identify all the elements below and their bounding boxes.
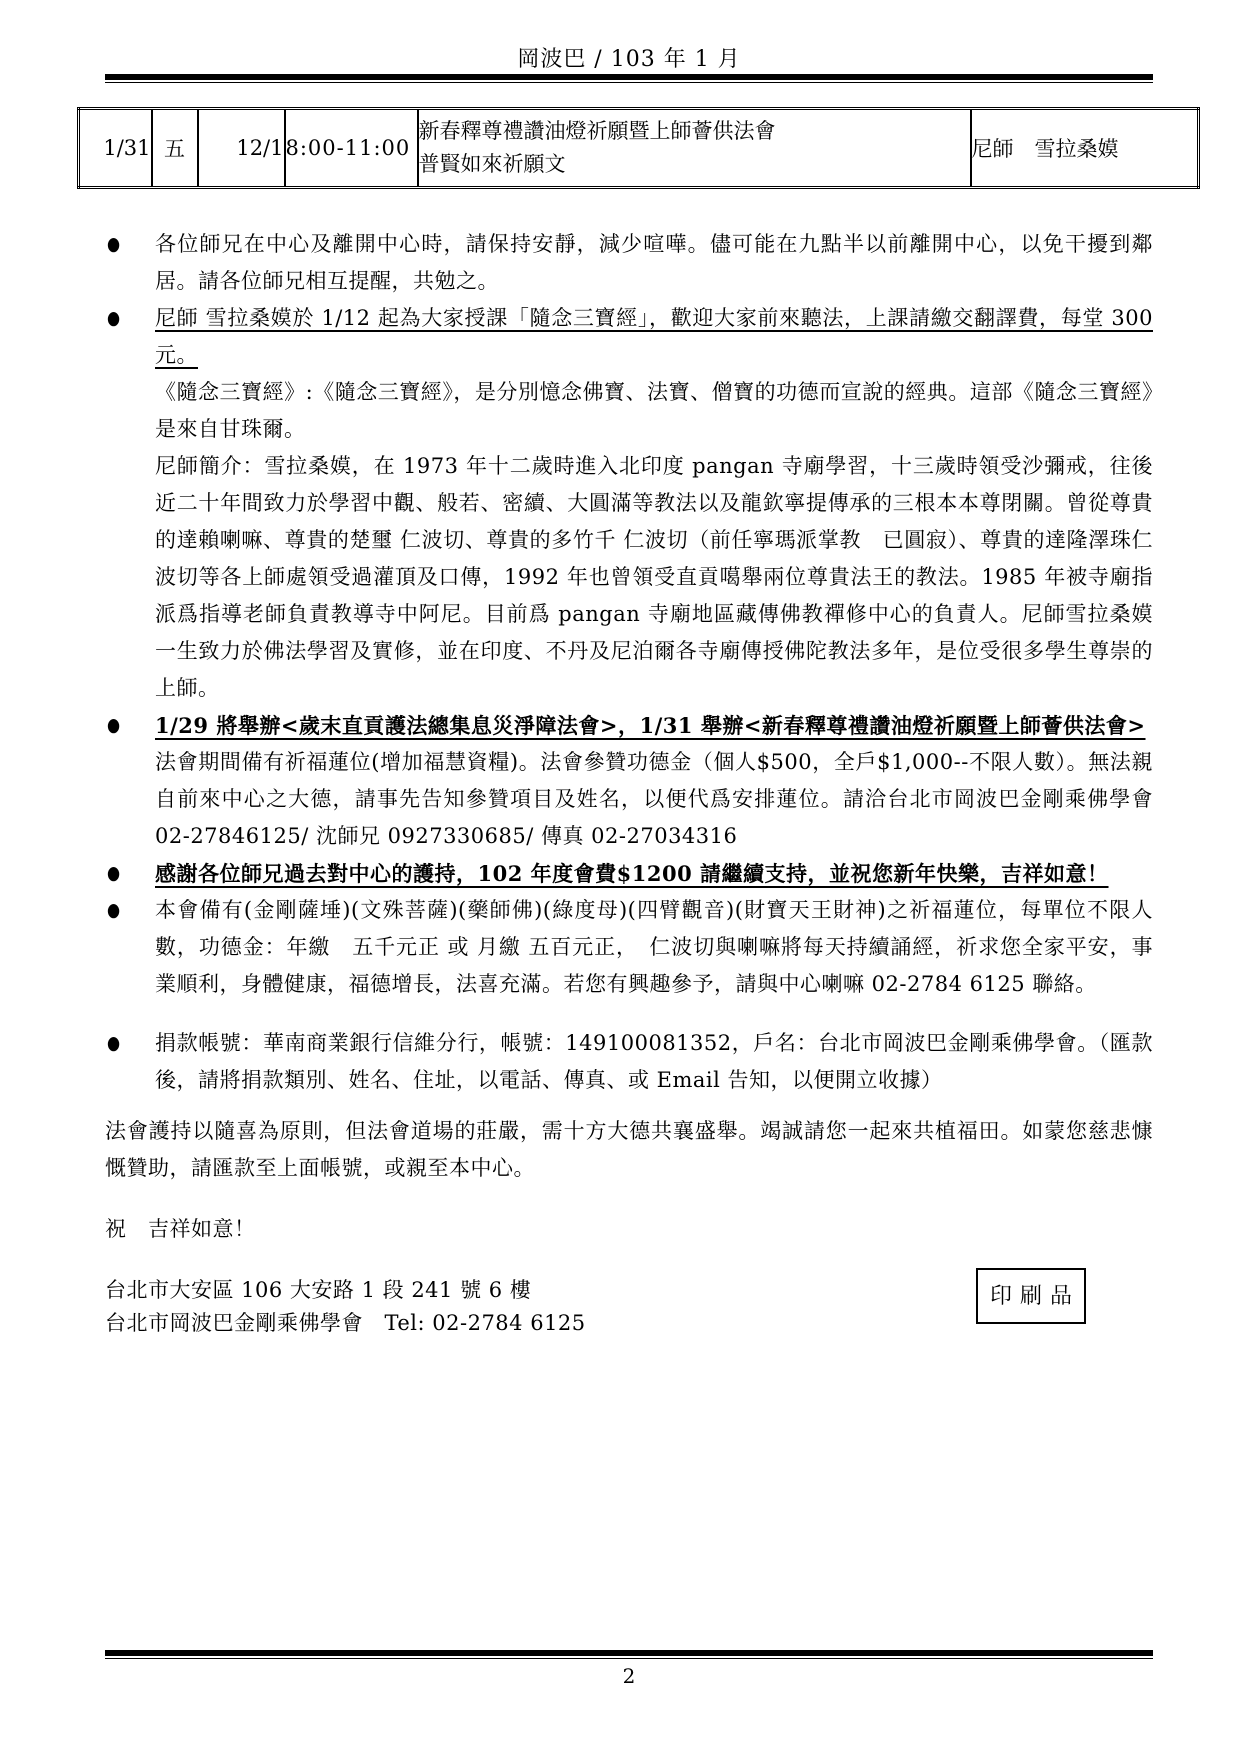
bullet-icon: ● — [107, 898, 121, 922]
notice-donation-account — [155, 1025, 1153, 1099]
address-line-2: 台北市岡波巴金剛乘佛學會 Tel: 02-2784 6125 — [105, 1311, 586, 1335]
notice-puja-body: 法會期間備有祈福蓮位(增加福慧資糧)。法會參贊功德金（個人$500，全戶$1,000--不限人數）。無法親自前來中心之大德，請事先告知參贊項目及姓名，以便代爲安排蓮位。請洽台北市岡波巴金剛乘佛學會 02-27846125/ 沈師兄 0927330685/ 傳真 02-27034316 — [155, 750, 1153, 848]
printed-matter-stamp: 印刷品 — [976, 1268, 1086, 1324]
list-item — [105, 226, 1153, 300]
cell-time: 8:00-11:00 — [285, 109, 418, 188]
notice-list — [105, 226, 1153, 1340]
notice-sutra-intro: 《隨念三寶經》:《隨念三寶經》，是分別憶念佛寶、法寶、僧寶的功德而宣說的經典。這部《隨念三寶經》是來自甘珠爾。 — [155, 380, 1153, 441]
list-item — [105, 707, 1153, 855]
notice-teaching-headline: 尼師 雪拉桑嫫於 1/12 起為大家授課「隨念三寶經」，歡迎大家前來聽法，上課請繳交翻譯費，每堂 300 元。 — [155, 306, 1153, 367]
header-rule — [105, 74, 1153, 83]
cell-event — [418, 109, 971, 188]
contact-block — [105, 1274, 1153, 1340]
list-item — [105, 300, 1153, 707]
page-footer — [105, 1650, 1153, 1688]
notice-donation-text: 捐款帳號：華南商業銀行信維分行，帳號：149100081352，戶名：台北市岡波巴金剛乘佛學會。（匯款後，請將捐款類別、姓名、住址，以電話、傳真、或 Email 告知，以便開立收據） — [155, 1031, 1153, 1092]
support-paragraph: 法會護持以隨喜為原則，但法會道場的莊嚴，需十方大德共襄盛舉。竭誠請您一起來共植福田。如蒙您慈悲慷慨贊助，請匯款至上面帳號，或親至本中心。 — [105, 1119, 1153, 1180]
notice-puja-headline: 1/29 將舉辦<歲末直貢護法總集息災淨障法會>，1/31 舉辦<新春釋尊禮讚油燈祈願暨上師薈供法會> — [155, 713, 1146, 738]
list-item — [105, 855, 1153, 892]
notice-puja — [155, 707, 1153, 855]
notice-quiet — [155, 226, 1153, 300]
address-line-1: 台北市大安區 106 大安路 1 段 241 號 6 樓 — [105, 1278, 532, 1302]
notice-membership — [155, 855, 1153, 892]
cell-lunar-date: 12/1 — [198, 109, 285, 188]
bullet-icon: ● — [107, 1031, 121, 1055]
event-line-1: 新春釋尊禮讚油燈祈願暨上師薈供法會 — [418, 119, 776, 143]
notice-nun-bio: 尼師簡介：雪拉桑嫫，在 1973 年十二歲時進入北印度 pangan 寺廟學習，十三歲時領受沙彌戒，往後近二十年間致力於學習中觀、般若、密續、大圓滿等教法以及龍欽寧提傳承的三根本本尊閉關。曾從尊貴的達賴喇嘛、尊貴的楚璽 仁波切、尊貴的多竹千 仁波切（前任寧瑪派掌教 已圓寂）、尊貴的達隆澤珠仁波切等各上師處領受過灌頂及口傳，1992 年也曾領受直貢噶舉兩位尊貴法王的教法。1985 年被寺廟指派爲指導老師負責教導寺中阿尼。目前爲 pangan 寺廟地區藏傳佛教禪修中心的負責人。尼師雪拉桑嫫一生致力於佛法學習及實修，並在印度、不丹及尼泊爾各寺廟傳授佛陀教法多年，是位受很多學生尊崇的上師。 — [155, 454, 1153, 700]
notice-text: 各位師兄在中心及離開中心時，請保持安靜，減少喧嘩。儘可能在九點半以前離開中心，以免干擾到鄰居。請各位師兄相互提醒，共勉之。 — [155, 232, 1153, 293]
table-row — [79, 109, 1199, 188]
notice-teaching — [155, 300, 1153, 707]
cell-weekday: 五 — [152, 109, 198, 188]
list-item — [105, 892, 1153, 1003]
bullet-icon: ● — [107, 861, 121, 885]
bullet-icon: ● — [107, 713, 121, 737]
event-line-2: 普賢如來祈願文 — [418, 152, 566, 176]
schedule-table — [77, 107, 1200, 189]
page-number: 2 — [622, 1664, 636, 1688]
bullet-icon: ● — [107, 306, 121, 330]
notice-blessing-text: 本會備有(金剛薩埵)(文殊菩薩)(藥師佛)(綠度母)(四臂觀音)(財寶天王財神)之祈福蓮位，每單位不限人數，功德金：年繳 五千元正 或 月繳 五百元正， 仁波切與喇嘛將每天持續誦經，祈求您全家平安，事業順利，身體健康，福德增長，法喜充滿。若您有興趣參予，請與中心喇嘛 02-2784 6125 聯絡。 — [155, 898, 1153, 996]
blessing-wish: 祝 吉祥如意！ — [105, 1217, 256, 1241]
cell-teacher: 尼師 雪拉桑嫫 — [971, 109, 1199, 188]
notice-membership-text: 感謝各位師兄過去對中心的護持，102 年度會費$1200 請繼續支持，並祝您新年快樂，吉祥如意！ — [155, 861, 1109, 886]
notice-blessing-seats — [155, 892, 1153, 1003]
cell-date: 1/31 — [79, 109, 152, 188]
bullet-icon: ● — [107, 232, 121, 256]
list-item — [105, 1025, 1153, 1099]
footer-rule — [105, 1650, 1153, 1659]
page-title: 岡波巴 / 103 年 1 月 — [517, 47, 741, 72]
